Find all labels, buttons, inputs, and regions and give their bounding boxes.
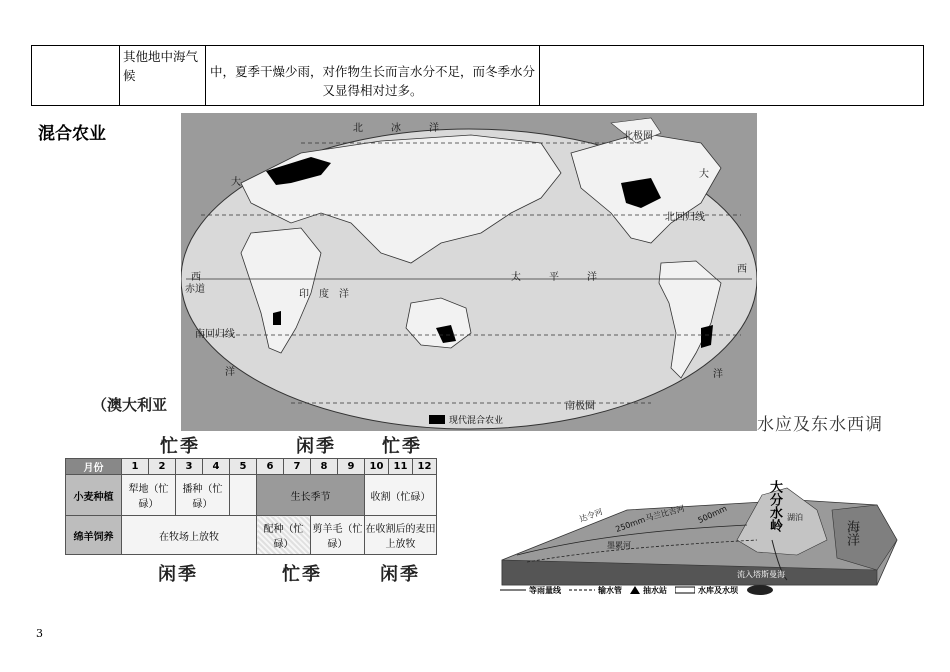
season-top-3: 忙季: [382, 436, 422, 457]
table-cell-empty-right: [540, 46, 924, 106]
sheep-breed: 配种（忙碌）: [257, 516, 311, 555]
diagram-iso500-label: 500mm: [696, 503, 729, 526]
irrigation-diagram: [497, 480, 907, 600]
diagram-plain-label: 墨累河: [607, 541, 631, 550]
legend-isohyet: 等雨量线: [529, 585, 561, 595]
diagram-river2-label: 达令河: [578, 507, 604, 524]
south-tropic-label: 南回归线: [195, 329, 235, 340]
season-top-1: 忙季: [160, 436, 200, 457]
sheep-stubble: 在收割后的麦田上放牧: [365, 516, 437, 555]
diagram-iso250-label: 250mm: [614, 514, 647, 535]
diagram-mouth-label: 流入塔斯曼海: [737, 570, 785, 579]
sheep-row-header: 绵羊饲养: [66, 516, 122, 555]
month-3: 3: [176, 459, 203, 475]
ocean-right-label: 洋: [713, 369, 723, 380]
sheep-graze: 在牧场上放牧: [122, 516, 257, 555]
wheat-plow: 犁地（忙碌）: [122, 475, 176, 516]
climate-table: [31, 45, 924, 106]
month-11: 11: [389, 459, 413, 475]
diagram-legend: [500, 584, 774, 596]
indian-ocean-label: 印度洋: [299, 289, 359, 300]
legend-label: 现代混合农业: [449, 416, 504, 426]
map-graphic: [181, 113, 757, 431]
equator-label: 赤道: [185, 284, 205, 295]
month-12: 12: [413, 459, 437, 475]
west-label: 西: [191, 272, 201, 283]
month-header: 月份: [66, 459, 122, 475]
legend-blob-icon: [746, 584, 774, 596]
month-10: 10: [365, 459, 389, 475]
arctic-ocean-label: 北冰洋: [353, 123, 467, 134]
wheat-empty: [230, 475, 257, 516]
season-bottom-1: 闲季: [158, 564, 198, 585]
sheep-shear: 剪羊毛（忙碌）: [311, 516, 365, 555]
right-caption: 水应及东水西调: [757, 415, 883, 435]
season-bottom-3: 闲季: [380, 564, 420, 585]
wheat-sow: 播种（忙碌）: [176, 475, 230, 516]
diagram-lake-label: 湖泊: [787, 513, 803, 522]
month-8: 8: [311, 459, 338, 475]
wheat-harvest: 收割（忙碌）: [365, 475, 437, 516]
arctic-circle-label: 北极圈: [623, 131, 653, 142]
month-5: 5: [230, 459, 257, 475]
diagram-sea-label: 海洋: [844, 520, 859, 546]
antarctic-circle-label: 南极圈: [565, 401, 595, 412]
month-2: 2: [149, 459, 176, 475]
atlantic-east-bottom-label: 西: [737, 264, 747, 275]
legend-pipe: 输水管: [598, 585, 622, 595]
atlantic-west-label: 大: [231, 177, 241, 188]
month-6: 6: [257, 459, 284, 475]
diagram-mountain-label: 大分水岭: [767, 480, 782, 532]
atlantic-east-top-label: 大: [699, 169, 709, 180]
legend-swatch: [429, 415, 445, 424]
pacific-ocean-label: 太平洋: [511, 272, 625, 283]
australia-caption: （澳大利亚: [92, 396, 168, 414]
diagram-river-label: 马兰比吉河: [644, 503, 686, 524]
month-7: 7: [284, 459, 311, 475]
month-9: 9: [338, 459, 365, 475]
ocean-bottom-left-label: 洋: [225, 367, 235, 378]
world-map: [181, 113, 757, 431]
map-legend: [429, 413, 503, 426]
page-number: 3: [36, 627, 43, 640]
month-1: 1: [122, 459, 149, 475]
farm-schedule-table: [65, 458, 437, 555]
section-title: 混合农业: [38, 124, 106, 144]
climate-name-cell: 其他地中海气候: [120, 46, 206, 106]
north-tropic-label: 北回归线: [665, 212, 705, 223]
table-cell-empty: [32, 46, 120, 106]
climate-description-cell: 中，夏季干燥少雨，对作物生长而言水分不足，而冬季水分又显得相对过多。: [206, 46, 540, 106]
season-bottom-2: 忙季: [282, 564, 322, 585]
wheat-row-header: 小麦种植: [66, 475, 122, 516]
wheat-grow: 生长季节: [257, 475, 365, 516]
month-4: 4: [203, 459, 230, 475]
season-top-2: 闲季: [296, 436, 336, 457]
legend-pump: 抽水站: [630, 585, 667, 596]
legend-dam: 水库及水坝: [675, 585, 738, 596]
